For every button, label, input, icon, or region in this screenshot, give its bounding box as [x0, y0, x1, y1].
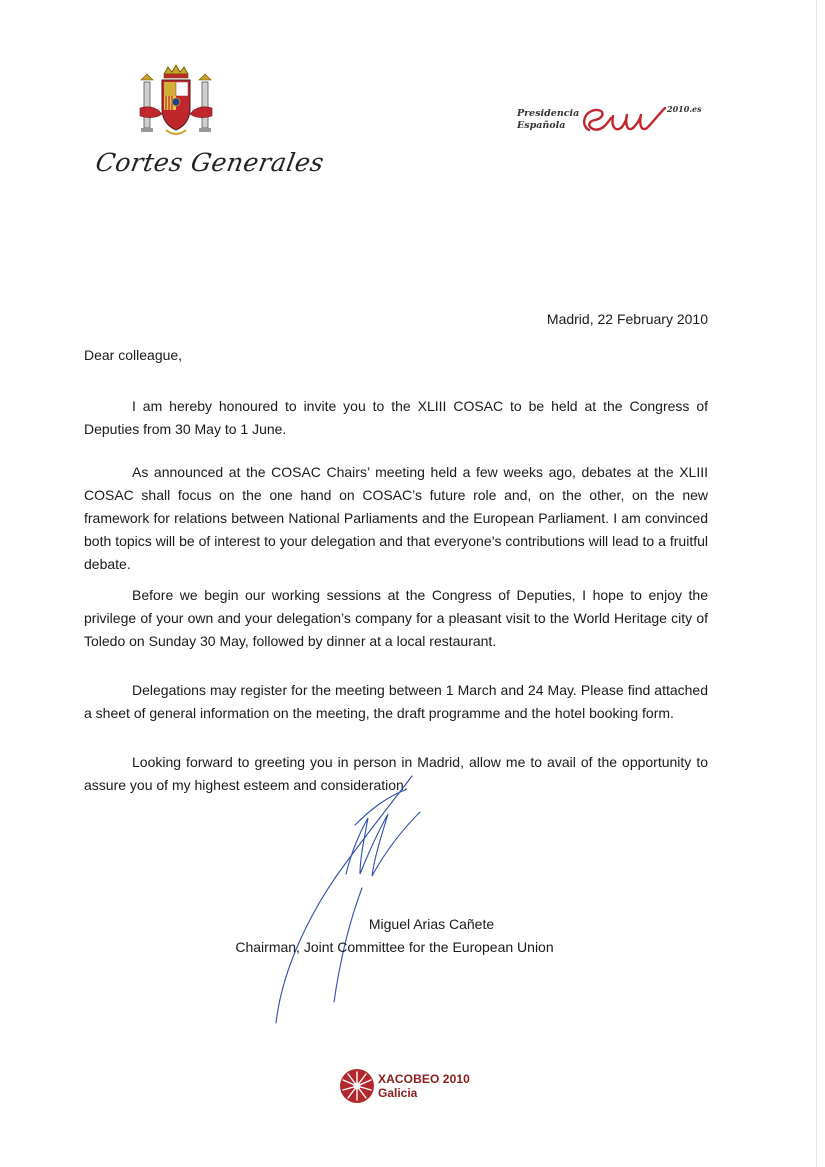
scan-edge-line: [816, 0, 817, 1167]
signer-name: Miguel Arias Cañete: [368, 916, 495, 932]
presidency-eu-text: eu: [624, 130, 626, 131]
handwritten-signature: [260, 770, 440, 1030]
paragraph-invitation: I am hereby honoured to invite you to the XLIII COSAC to be held at the Congress of Deputies from 30 May to 1 June.: [84, 398, 708, 437]
presidency-line1: Presidencia: [517, 108, 580, 119]
xacobeo-title: XACOBEO 2010: [378, 1072, 470, 1086]
paragraph-debates: As announced at the COSAC Chairs’ meeting held a few weeks ago, debates at the XLIII COSAC shall focus on the one hand on COSAC’s future role and, on the other, on the new framework for relations between National Parliaments and the European Parliament. I am convinced both topics will be of interest to your delegation and that everyone’s contributions will lead to a fruitful debate.: [84, 464, 708, 572]
xacobeo-shell-icon: [339, 1068, 375, 1104]
signer-title: Chairman, Joint Committee for the European Union: [235, 939, 554, 955]
presidency-line2: Española: [517, 120, 566, 131]
paragraph-closing: Looking forward to greeting you in person in Madrid, allow me to avail of the opportunity to assure you of my highest esteem and consideration.: [84, 754, 708, 793]
presidency-eu-mark: [579, 100, 669, 140]
coat-of-arms-icon: [134, 64, 218, 144]
institution-name: Cortes Generales: [93, 148, 327, 177]
xacobeo-region: Galicia: [378, 1086, 418, 1100]
salutation: Dear colleague,: [84, 347, 183, 363]
presidency-logo: [517, 104, 702, 148]
paragraph-registration: Delegations may register for the meeting between 1 March and 24 May. Please find attached a sheet of general information on the meeting, the draft programme and the hotel booking form.: [84, 682, 708, 721]
letter-date: Madrid, 22 February 2010: [546, 311, 708, 327]
presidency-url: 2010.es: [667, 104, 702, 114]
paragraph-toledo-visit: Before we begin our working sessions at the Congress of Deputies, I hope to enjoy the privilege of your own and your delegation’s company for a pleasant visit to the World Heritage city of Toledo on Sunday 30 May, followed by dinner at a local restaurant.: [84, 587, 708, 649]
presidency-wordmark: [517, 108, 579, 132]
